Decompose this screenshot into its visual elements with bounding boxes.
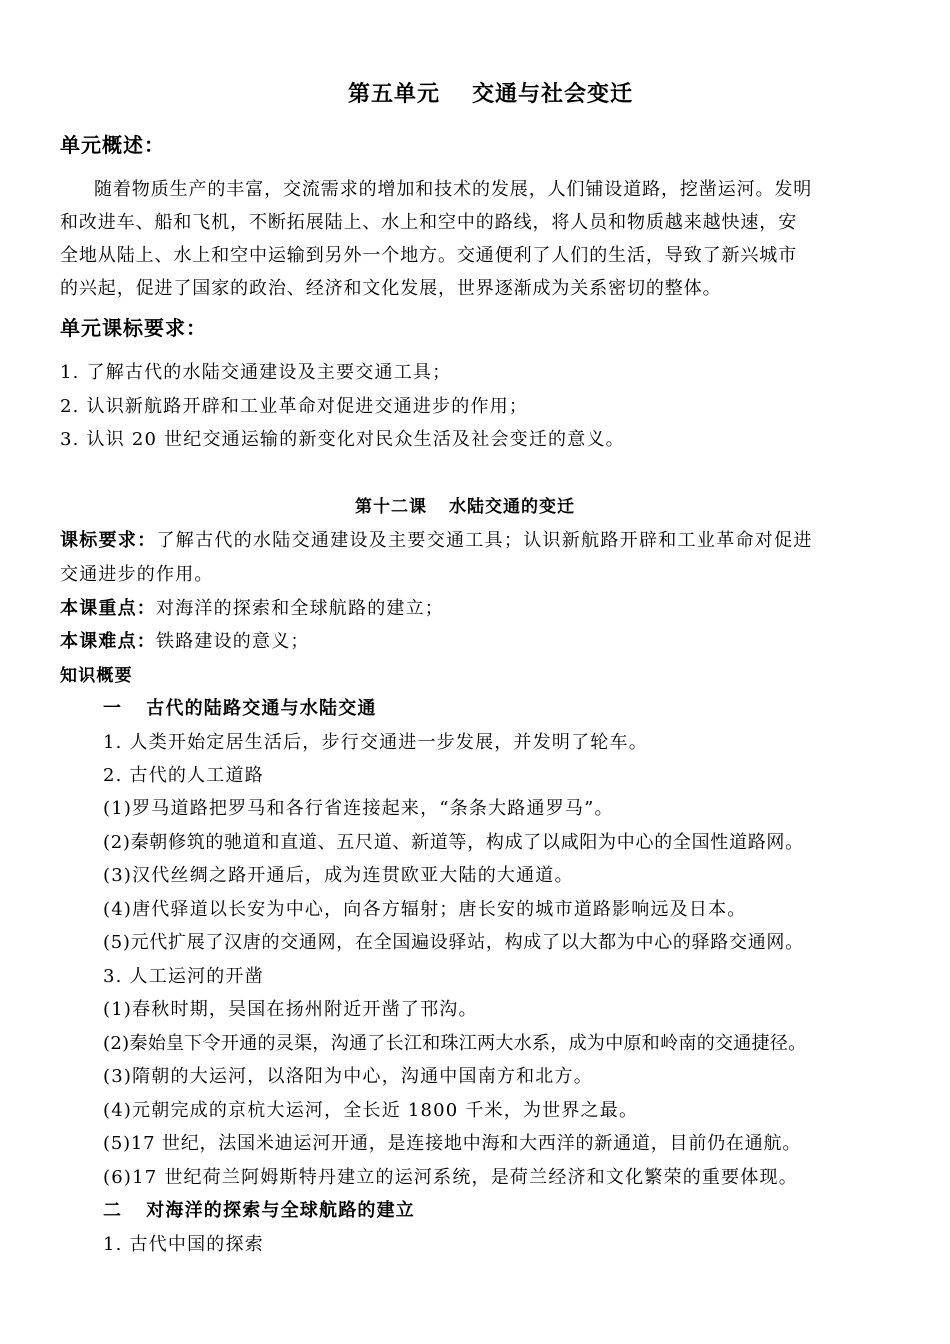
point-3: 3. 人工运河的开凿	[103, 966, 264, 987]
overview-line-2: 和改进车、船和飞机，不断拓展陆上、水上和空中的路线，将人员和物质越来越快速，安	[60, 212, 798, 233]
canal-item-3: (3)隋朝的大运河，以洛阳为中心，沟通中国南方和北方。	[103, 1066, 593, 1087]
standard-item-2: 2. 认识新航路开辟和工业革命对促进交通进步的作用；	[60, 396, 529, 417]
lesson-requirement-cont: 交通进步的作用。	[60, 564, 214, 585]
unit-title	[348, 81, 633, 109]
point-4: 1. 古代中国的探索	[103, 1234, 264, 1255]
focus-text: 对海洋的探索和全球航路的建立；	[156, 598, 444, 619]
canal-item-5: (5)17 世纪，法国米迪运河开通，是连接地中海和大西洋的新通道，目前仍在通航。	[103, 1133, 802, 1154]
overview-line-1: 随着物质生产的丰富，交流需求的增加和技术的发展，人们铺设道路，挖凿运河。发明	[94, 179, 813, 200]
canal-item-4: (4)元朝完成的京杭大运河，全长近 1800 千米，为世界之最。	[103, 1100, 639, 1121]
section-2-number: 二	[103, 1200, 123, 1221]
difficulty-text: 铁路建设的意义；	[156, 631, 310, 652]
difficulty-label: 本课难点：	[60, 631, 156, 652]
canal-item-1: (1)春秋时期，吴国在扬州附近开凿了邗沟。	[103, 999, 478, 1020]
section-2-title: 对海洋的探索与全球航路的建立	[146, 1200, 416, 1221]
standard-item-1: 1. 了解古代的水陆交通建设及主要交通工具；	[60, 362, 452, 383]
lesson-difficulty	[60, 630, 310, 654]
lesson-requirement	[60, 529, 813, 553]
standard-item-3: 3. 认识 20 世纪交通运输的新变化对民众生活及社会变迁的意义。	[60, 429, 625, 450]
overview-line-3: 全地从陆上、水上和空中运输到另外一个地方。交通便利了人们的生活，导致了新兴城市	[60, 245, 798, 266]
unit-title-topic: 交通与社会变迁	[472, 82, 634, 107]
section-2-heading	[103, 1199, 415, 1223]
point-2: 2. 古代的人工道路	[103, 765, 264, 786]
lesson-focus	[60, 597, 444, 621]
lesson-name: 水陆交通的变迁	[449, 497, 575, 517]
unit-title-label: 第五单元	[348, 82, 441, 107]
road-item-3: (3)汉代丝绸之路开通后，成为连贯欧亚大陆的大通道。	[103, 865, 574, 886]
section-1-number: 一	[103, 698, 123, 719]
point-1: 1. 人类开始定居生活后，步行交通进一步发展，并发明了轮车。	[103, 732, 648, 753]
section-1-title: 古代的陆路交通与水陆交通	[146, 698, 377, 719]
road-item-2: (2)秦朝修筑的驰道和直道、五尺道、新道等，构成了以咸阳为中心的全国性道路网。	[103, 832, 804, 853]
lesson-number: 第十二课	[355, 497, 427, 517]
standards-heading: 单元课标要求：	[60, 316, 207, 340]
requirement-label: 课标要求：	[60, 530, 157, 551]
knowledge-heading: 知识概要	[60, 666, 133, 686]
canal-item-2: (2)秦始皇下令开通的灵渠，沟通了长江和珠江两大水系，成为中原和岭南的交通捷径。	[103, 1033, 807, 1054]
overview-line-4: 的兴起，促进了国家的政治、经济和文化发展，世界逐渐成为关系密切的整体。	[60, 278, 722, 299]
road-item-5: (5)元代扩展了汉唐的交通网，在全国遍设驿站，构成了以大都为中心的驿路交通网。	[103, 932, 804, 953]
focus-label: 本课重点：	[60, 598, 156, 619]
road-item-1: (1)罗马道路把罗马和各行省连接起来，“条条大路通罗马”。	[103, 798, 614, 819]
section-1-heading	[103, 697, 377, 721]
lesson-title	[355, 495, 575, 519]
requirement-text: 了解古代的水陆交通建设及主要交通工具；认识新航路开辟和工业革命对促进	[156, 530, 813, 551]
road-item-4: (4)唐代驿道以长安为中心，向各方辐射；唐长安的城市道路影响远及日本。	[103, 899, 747, 920]
overview-heading: 单元概述：	[60, 133, 165, 157]
canal-item-6: (6)17 世纪荷兰阿姆斯特丹建立的运河系统，是荷兰经济和文化繁荣的重要体现。	[103, 1167, 798, 1188]
